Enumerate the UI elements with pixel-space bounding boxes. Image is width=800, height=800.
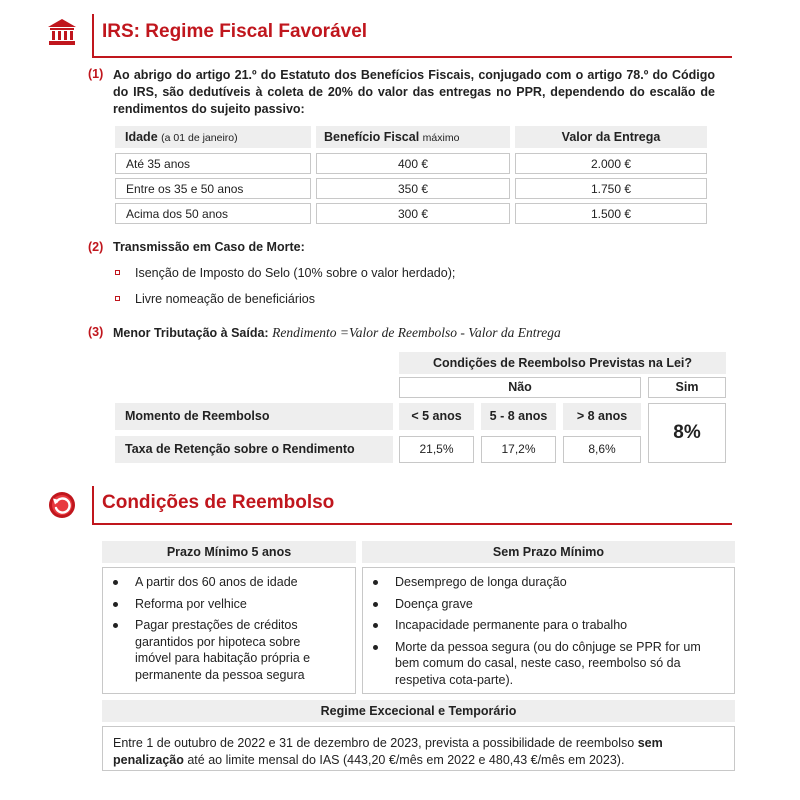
reimb-header: Condições de Reembolso Previstas na Lei? [399,352,726,374]
cell-value: 1.750 € [515,178,707,199]
bullet-dot-icon [373,580,378,585]
bullet-text: Isenção de Imposto do Selo (10% sobre o valor herdado); [135,266,456,280]
item3-formula: Rendimento =Valor de Reembolso - Valor da Entrega [272,325,561,340]
cell-age: Acima dos 50 anos [115,203,311,224]
col1-list [103,574,339,688]
item-number-3: (3) [88,325,104,339]
section-title-irs: IRS: Regime Fiscal Favorável [102,21,368,42]
header-age: Idade (a 01 de janeiro) [115,126,311,148]
reimb-no: Não [399,377,641,398]
section-divider [92,486,94,524]
col2-box [362,567,735,694]
list-item: Doença grave [363,596,703,613]
exceptional-box [102,726,735,771]
refresh-icon [47,490,77,520]
item3-title: Menor Tributação à Saída: [113,326,269,340]
col1-header: Prazo Mínimo 5 anos [102,541,356,563]
section-divider [92,14,94,56]
bullet-dot-icon [373,623,378,628]
header-value: Valor da Entrega [515,126,707,148]
item2-title: Transmissão em Caso de Morte: [113,240,305,254]
cell-benefit: 350 € [316,178,510,199]
bank-icon [47,17,77,47]
square-bullet-icon [115,296,120,301]
moment-cell: < 5 anos [399,403,474,430]
exceptional-bold: sem penalização [113,736,663,767]
col2-header: Sem Prazo Mínimo [362,541,735,563]
cell-age: Entre os 35 e 50 anos [115,178,311,199]
section-title-conditions: Condições de Reembolso [102,492,335,513]
moment-cell: > 8 anos [563,403,641,430]
list-item: A partir dos 60 anos de idade [103,574,339,591]
section-underline [92,56,732,58]
reimb-yes: Sim [648,377,726,398]
list-item: Reforma por velhice [103,596,339,613]
item-number-2: (2) [88,240,104,254]
bullet-dot-icon [113,580,118,585]
bullet-dot-icon [113,623,118,628]
exceptional-text-2: até ao limite mensal do IAS (443,20 €/mês em 2022 e 480,43 €/mês em 2023). [187,752,625,767]
col2-list [363,574,703,693]
bullet-dot-icon [373,602,378,607]
cell-benefit: 400 € [316,153,510,174]
rate-cell: 21,5% [399,436,474,463]
bullet-text: Livre nomeação de beneficiários [135,292,315,306]
yes-rate: 8% [648,403,726,463]
moment-cell: 5 - 8 anos [481,403,556,430]
row-label-moment: Momento de Reembolso [115,403,393,430]
list-item: Pagar prestações de créditos garantidos por hipoteca sobre imóvel para habitação própria e permanente da pessoa segura [103,617,339,683]
exceptional-header: Regime Excecional e Temporário [102,700,735,722]
col1-box [102,567,356,694]
item1-text: Ao abrigo do artigo 21.º do Estatuto dos Benefícios Fiscais, conjugado com o artigo 78.º do Código do IRS, são dedutíveis à coleta de 20% do valor das entregas no PPR, dependendo do escalão de rendimentos do sujeito passivo: [113,68,715,116]
cell-value: 1.500 € [515,203,707,224]
square-bullet-icon [115,270,120,275]
cell-benefit: 300 € [316,203,510,224]
bullet-dot-icon [113,602,118,607]
rate-cell: 17,2% [481,436,556,463]
header-benefit: Benefício Fiscal máximo [316,126,510,148]
exceptional-text-1: Entre 1 de outubro de 2022 e 31 de dezembro de 2023, prevista a possibilidade de reembolso [113,736,635,750]
item3-line [113,325,561,341]
section-underline [92,523,732,525]
bullet-dot-icon [373,645,378,650]
list-item: Incapacidade permanente para o trabalho [363,617,703,634]
row-label-rate: Taxa de Retenção sobre o Rendimento [115,436,393,463]
list-item: Desemprego de longa duração [363,574,703,591]
list-item: Morte da pessoa segura (ou do cônjuge se PPR for um bem comum do casal, neste caso, reembolso só da respetiva cota-parte). [363,639,703,689]
item-number-1: (1) [88,67,104,81]
cell-value: 2.000 € [515,153,707,174]
cell-age: Até 35 anos [115,153,311,174]
rate-cell: 8,6% [563,436,641,463]
